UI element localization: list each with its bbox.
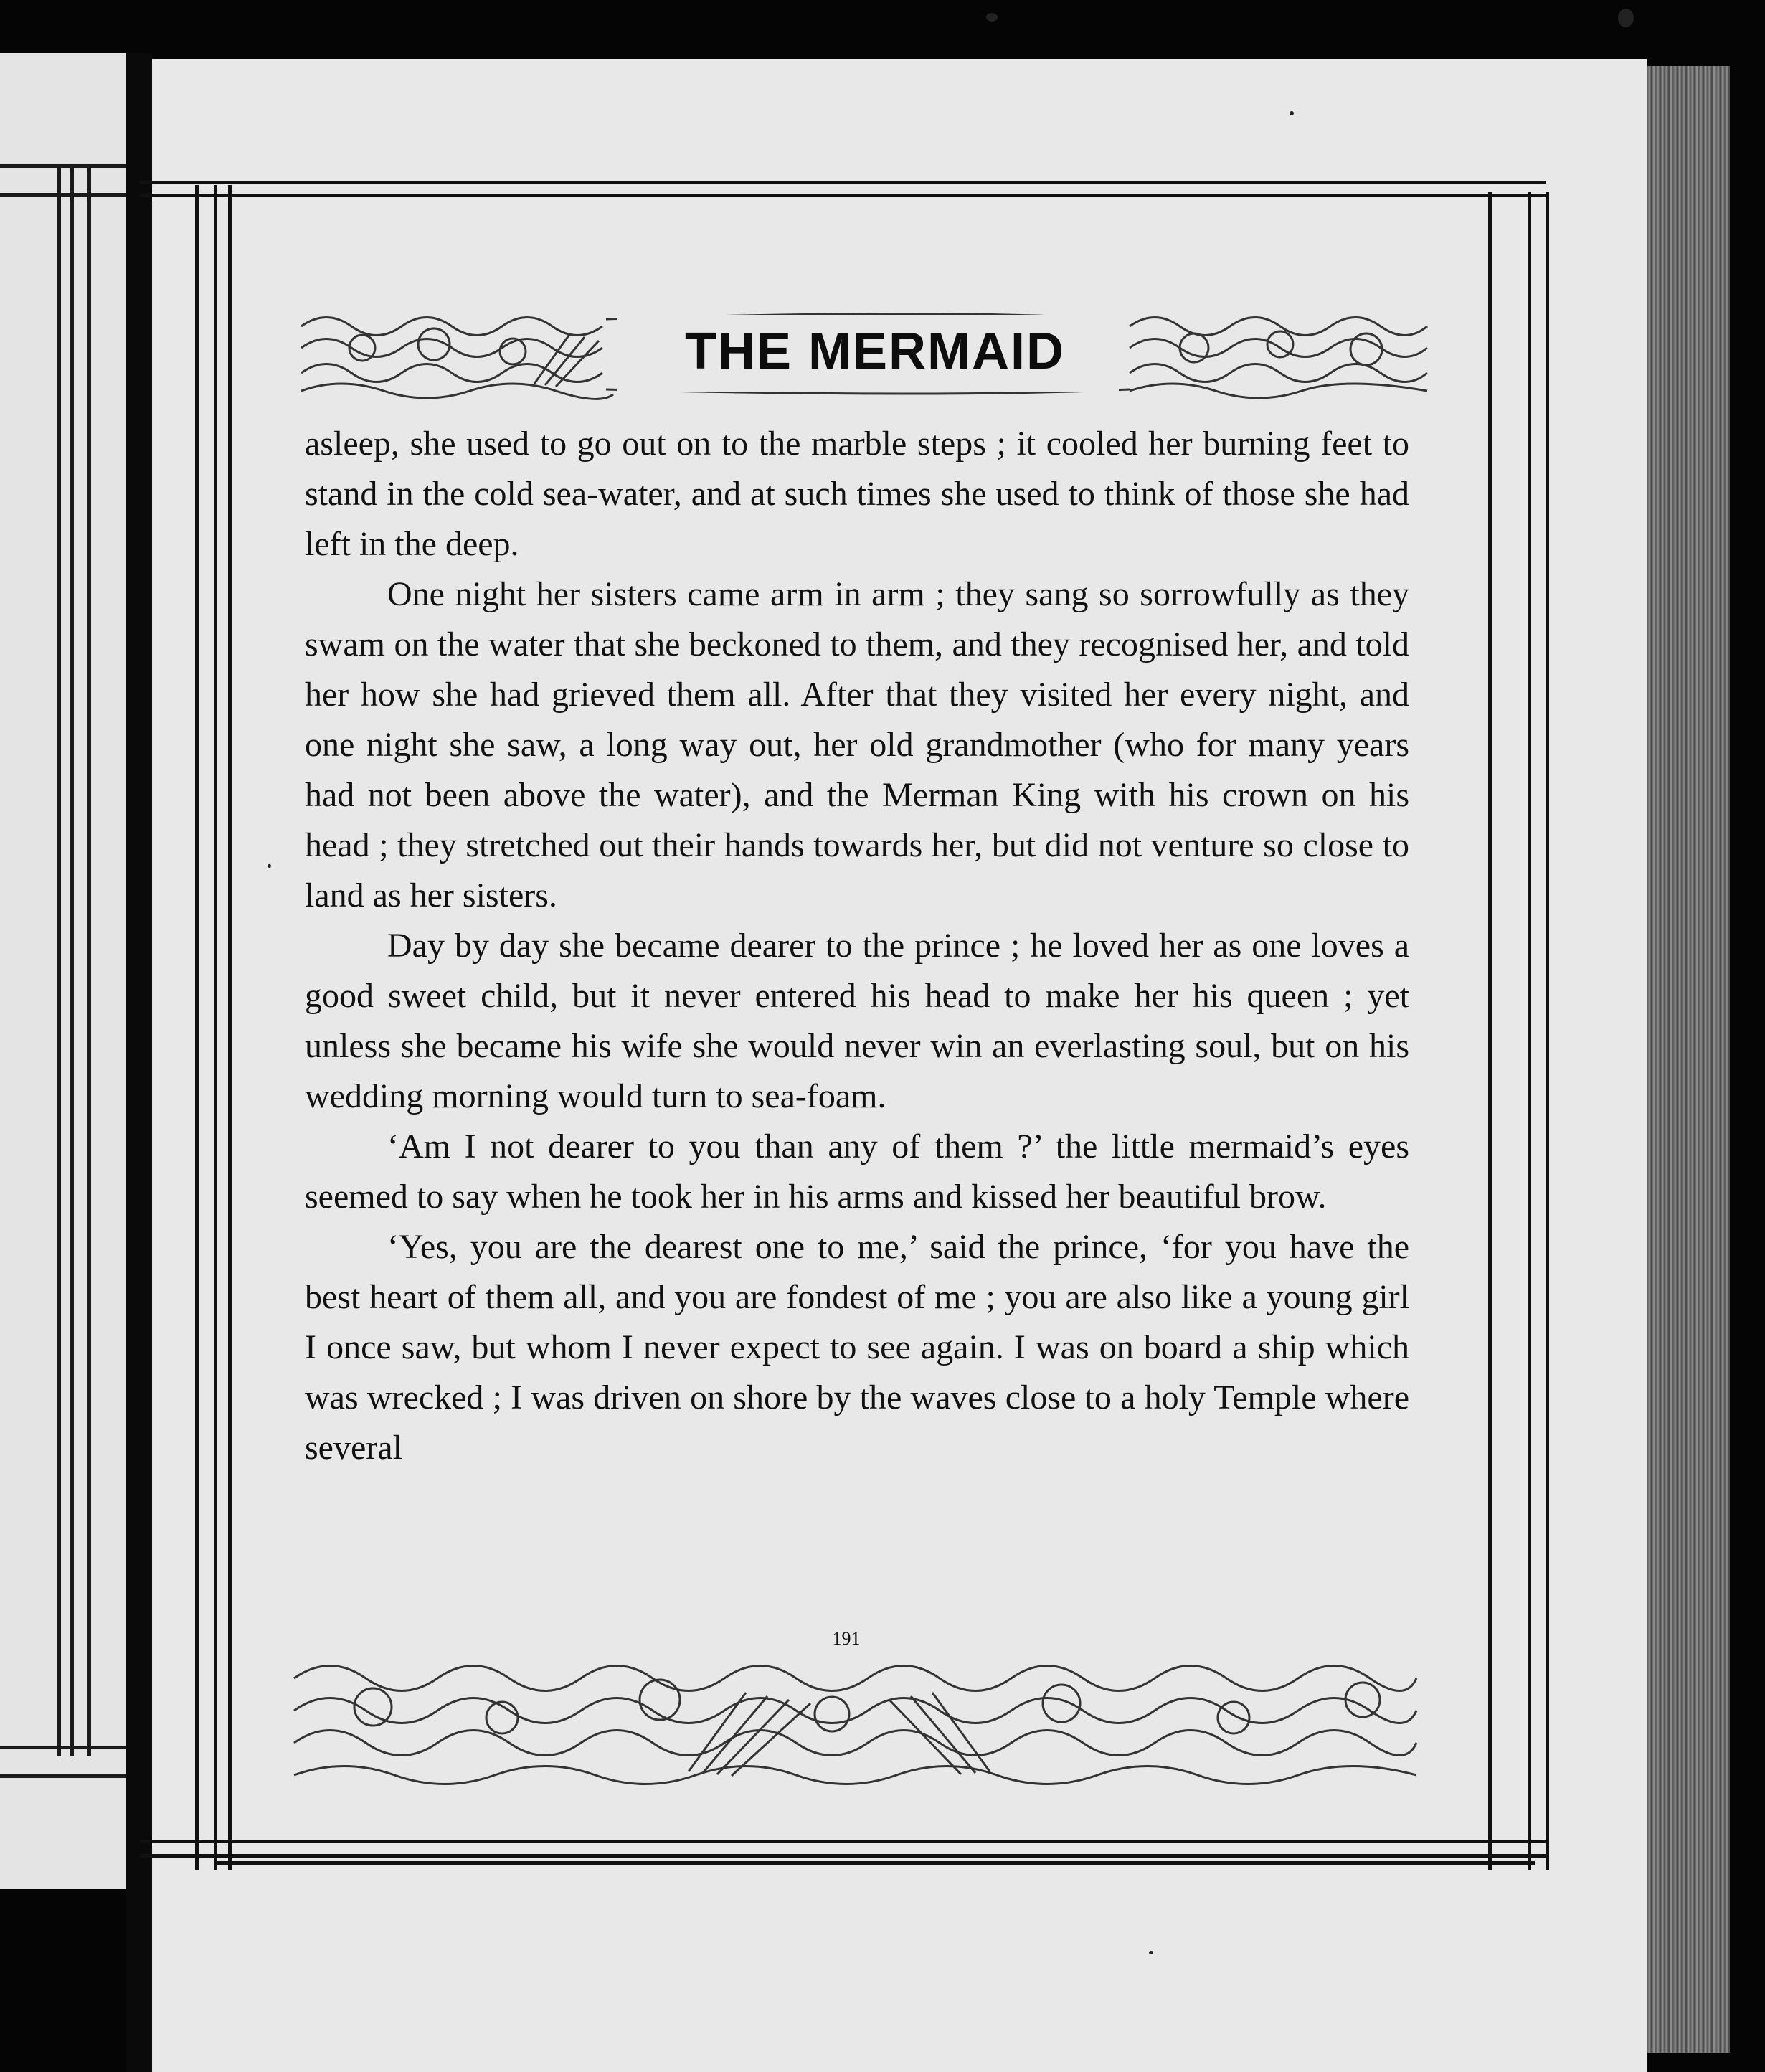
paragraph: One night her sisters came arm in arm ; they sang so sorrowfully as they swam on the water that she beckoned to them, and they recognised her, and told her how she had grieved them all. After that they visited her every night, and one night she saw, a long way out, her old grandmother (who for many years had not been above the water), and the Merman King with his crown on his head ; they stretched out their hands towards her, but did not venture so close to land as her sisters. <box>305 575 1409 914</box>
paragraph: ‘Yes, you are the dearest one to me,’ said the prince, ‘for you have the best heart of them all, and you are fondest of me ; you are also like a young girl I once saw, but whom I never expect to see again. I was on board a ship which was wrecked ; I was driven on shore by the waves close to a holy Temple where several <box>305 1228 1409 1467</box>
left-facing-page <box>0 53 126 1889</box>
left-page-rule <box>0 1774 126 1778</box>
speck <box>1149 1951 1153 1954</box>
book-gutter <box>126 53 152 2072</box>
speck <box>986 13 998 22</box>
left-page-rule <box>70 168 74 1756</box>
paragraph: Day by day she became dearer to the prince ; he loved her as one loves a good sweet child, but it never entered his head to make her his queen ; yet unless she became his wife she would never win an everlasting soul, but on his wedding morning would turn to sea-foam. <box>305 927 1409 1115</box>
page-number: 191 <box>832 1628 861 1649</box>
page-edges <box>1647 66 1730 2053</box>
left-page-rule <box>0 164 126 168</box>
speck <box>1290 111 1294 115</box>
page-text <box>305 419 1409 1473</box>
left-page-rule <box>0 1746 126 1749</box>
paragraph: ‘Am I not dearer to you than any of them ?’ the little mermaid’s eyes seemed to say when he took her in his arms and kissed her beautiful brow. <box>305 1127 1409 1216</box>
running-title: THE MERMAID <box>685 323 1065 380</box>
speck <box>268 864 271 868</box>
left-page-rule <box>87 168 91 1756</box>
left-page-rule <box>57 168 61 1756</box>
left-page-rule <box>0 193 126 197</box>
paragraph: asleep, she used to go out on to the marble steps ; it cooled her burning feet to stand in the cold sea-water, and at such times she used to think of those she had left in the deep. <box>305 425 1409 563</box>
footer-ornament <box>287 1650 1424 1793</box>
speck <box>1618 9 1634 27</box>
